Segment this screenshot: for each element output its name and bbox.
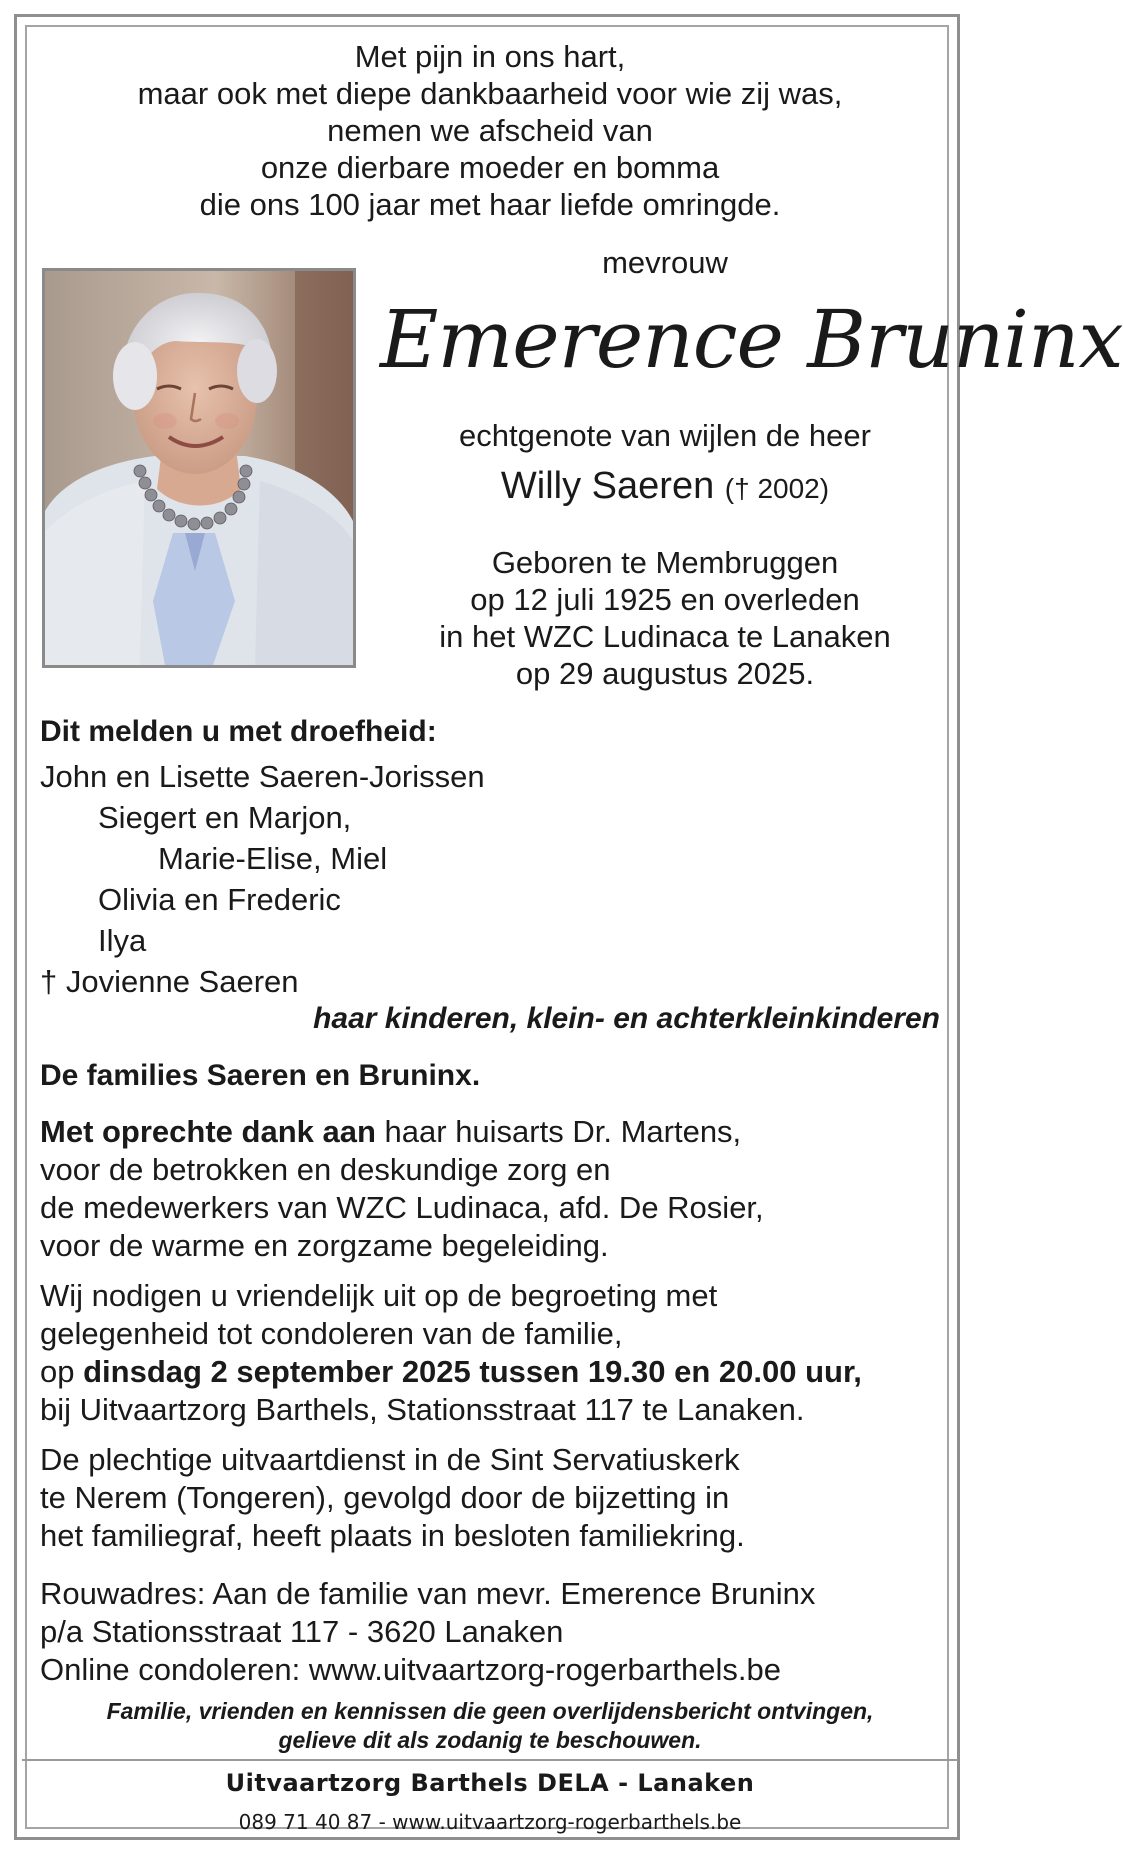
intro-line: maar ook met diepe dankbaarheid voor wie zij was, [137, 76, 843, 111]
thanks-line: voor de betrokken en deskundige zorg en [40, 1152, 611, 1187]
service-line: te Nerem (Tongeren), gevolgd door de bijzetting in [40, 1480, 730, 1515]
list-item: † Jovienne Saeren [40, 964, 299, 999]
list-item: Olivia en Frederic [98, 882, 341, 917]
address-paragraph [40, 1575, 960, 1689]
address-line: Rouwadres: Aan de familie van mevr. Emerence Bruninx [40, 1576, 816, 1611]
address-line: p/a Stationsstraat 117 - 3620 Lanaken [40, 1614, 564, 1649]
birth-line: op 29 augustus 2025. [515, 656, 815, 691]
deceased-name: Emerence Bruninx [380, 293, 1123, 386]
invite-line: gelegenheid tot condoleren van de familie, [40, 1316, 623, 1351]
footer-company: Uitvaartzorg Barthels DELA - Lanaken [225, 1769, 755, 1797]
invite-prefix: op [40, 1354, 84, 1389]
service-line: het familiegraf, heeft plaats in besloten familiekring. [40, 1518, 745, 1553]
thanks-line: de medewerkers van WZC Ludinaca, afd. De Rosier, [40, 1190, 764, 1225]
spouse-intro: echtgenote van wijlen de heer [459, 418, 871, 453]
mourners-heading: Dit melden u met droefheid: [40, 715, 437, 748]
invite-line: Wij nodigen u vriendelijk uit op de begroeting met [40, 1278, 718, 1313]
thanks-line [40, 1113, 960, 1151]
portrait-photo [42, 268, 356, 668]
spouse-line [380, 463, 950, 512]
intro-line: Met pijn in ons hart, [354, 39, 626, 74]
relation-line: haar kinderen, klein- en achterkleinkinderen [313, 1002, 940, 1035]
invitation-paragraph [40, 1277, 960, 1429]
footer-contact: 089 71 40 87 - www.uitvaartzorg-rogerbarthels.be [238, 1810, 742, 1834]
list-item: Ilya [98, 923, 147, 958]
mourners-list [40, 756, 960, 1002]
thanks-paragraph [40, 1113, 960, 1265]
birth-line: op 12 juli 1925 en overleden [470, 582, 860, 617]
spouse-death-year: († 2002) [724, 473, 830, 504]
spouse-name: Willy Saeren [500, 465, 715, 507]
birth-line: in het WZC Ludinaca te Lanaken [439, 619, 891, 654]
condolence-link[interactable]: Online condoleren: www.uitvaartzorg-rogerbarthels.be [40, 1652, 781, 1687]
intro-line: nemen we afscheid van [327, 113, 653, 148]
thanks-lead: Met oprechte dank aan [40, 1114, 376, 1149]
invite-line [40, 1353, 960, 1391]
portrait-illustration [45, 271, 353, 665]
intro-line: onze dierbare moeder en bomma [260, 150, 720, 185]
list-item: Siegert en Marjon, [98, 800, 352, 835]
birth-line: Geboren te Membruggen [491, 545, 839, 580]
thanks-first-rest: haar huisarts Dr. Martens, [375, 1114, 742, 1149]
list-item: John en Lisette Saeren-Jorissen [40, 759, 485, 794]
intro-line: die ons 100 jaar met haar liefde omringde. [199, 187, 781, 222]
families-line: De families Saeren en Bruninx. [40, 1059, 481, 1092]
intro-text [60, 38, 920, 223]
notice-line: gelieve dit als zodanig te beschouwen. [278, 1727, 702, 1753]
thanks-line: voor de warme en zorgzame begeleiding. [40, 1228, 609, 1263]
invite-line: bij Uitvaartzorg Barthels, Stationsstraat 117 te Lanaken. [40, 1392, 805, 1427]
service-line: De plechtige uitvaartdienst in de Sint Servatiuskerk [40, 1442, 740, 1477]
notice-text [40, 1697, 940, 1755]
footer-divider [22, 1759, 958, 1761]
notice-line: Familie, vrienden en kennissen die geen overlijdensbericht ontvingen, [106, 1698, 874, 1724]
birth-death-info [380, 544, 950, 692]
invite-datetime: dinsdag 2 september 2025 tussen 19.30 en 20.00 uur, [83, 1354, 862, 1389]
service-paragraph [40, 1441, 960, 1555]
honorific: mevrouw [602, 245, 728, 280]
list-item: Marie-Elise, Miel [158, 841, 388, 876]
